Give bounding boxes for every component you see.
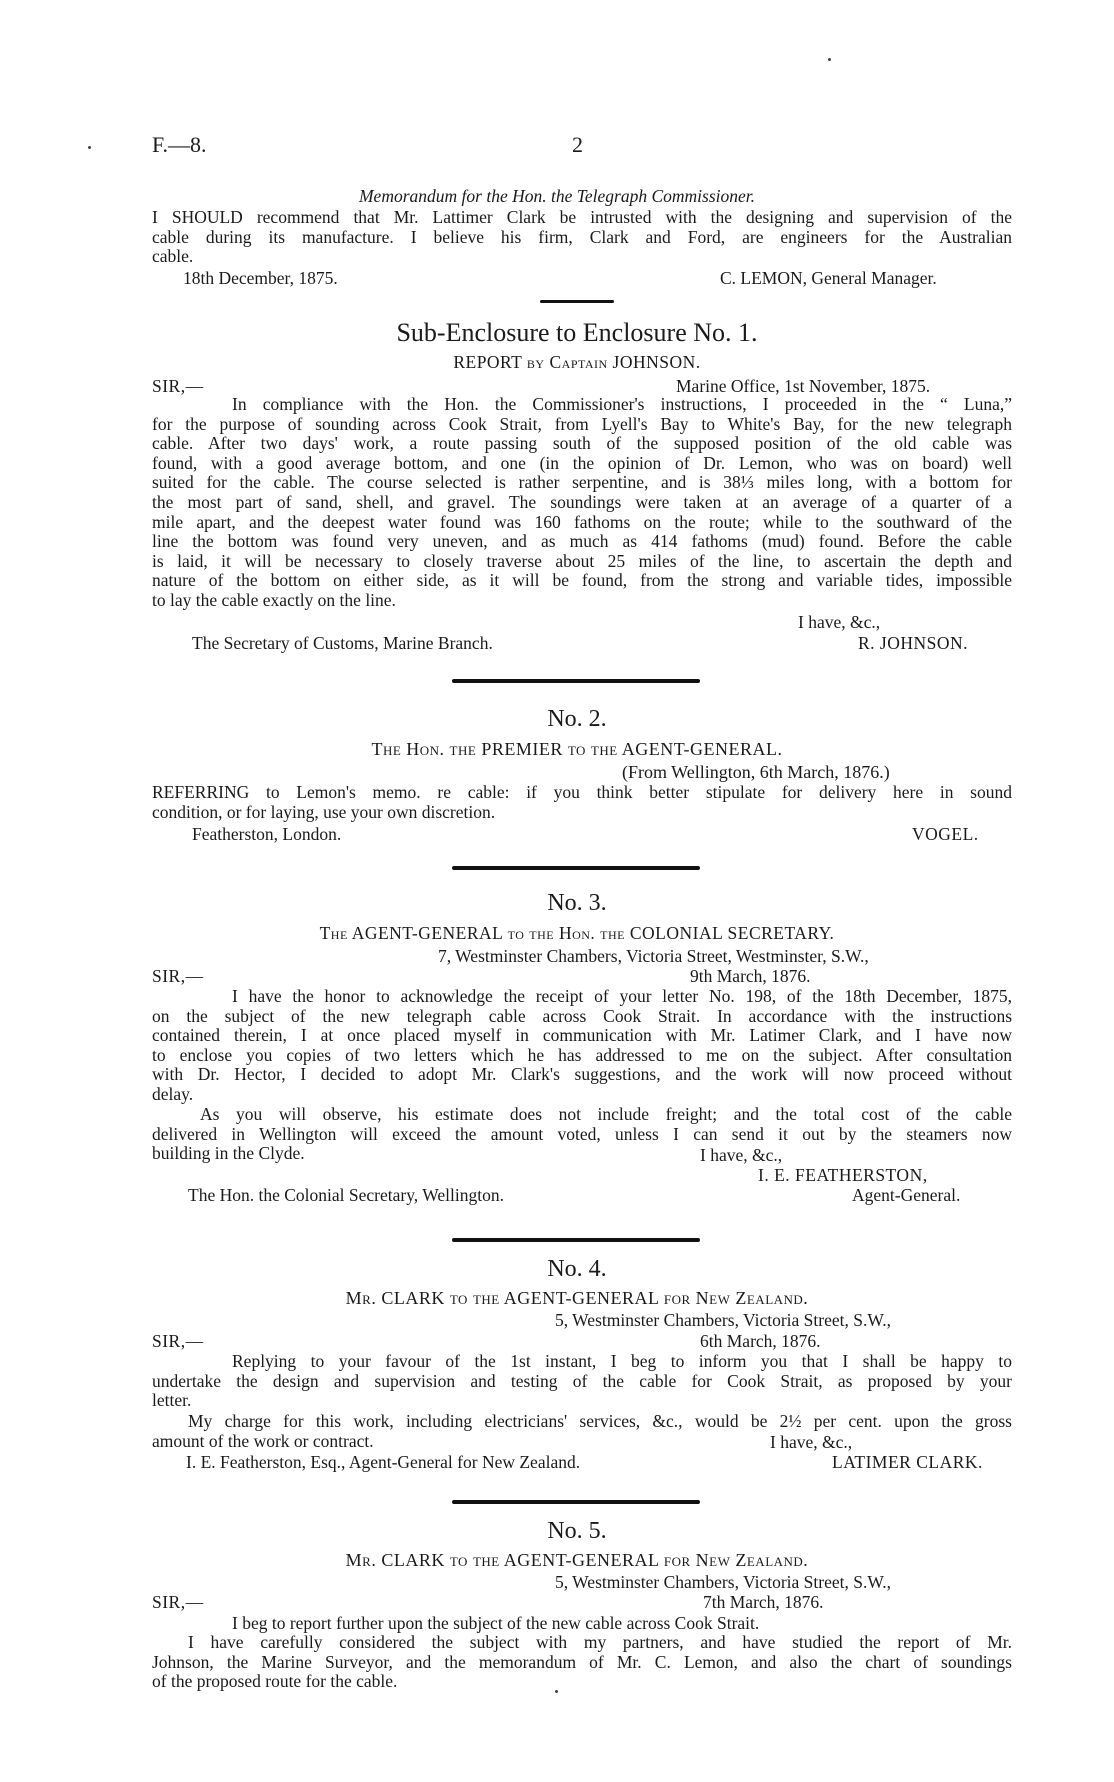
- sub-enclosure-subtitle: REPORT by Captain JOHNSON.: [453, 352, 701, 372]
- page-number: 2: [572, 132, 583, 157]
- body-line: suited for the cable. The course selected is rather serpentine, and is 38⅓ miles long, with a bottom for: [152, 472, 1012, 493]
- no5-date: 7th March, 1876.: [703, 1592, 824, 1612]
- no5-salutation: SIR,—: [152, 1592, 204, 1612]
- no5-heading: No. 5.: [547, 1518, 607, 1544]
- sub-enclosure-addressee: The Secretary of Customs, Marine Branch.: [192, 633, 493, 653]
- no3-body-p2: [152, 1105, 1012, 1164]
- speck: [88, 146, 91, 149]
- memo-signature: C. LEMON, General Manager.: [720, 268, 937, 288]
- no4-date: 6th March, 1876.: [700, 1331, 821, 1351]
- section-divider: [452, 1238, 700, 1242]
- body-line: REFERRING to Lemon's memo. re cable: if you think better stipulate for delivery here in sound: [152, 782, 1012, 802]
- body-line: building in the Clyde.: [152, 1143, 305, 1164]
- body-line: mile apart, and the deepest water found was 160 fathoms on the route; while to the southward of the: [152, 511, 1012, 532]
- no3-closing: I have, &c.,: [700, 1145, 783, 1165]
- body-line: I have carefully considered the subject with my partners, and have studied the report of Mr.: [188, 1632, 1012, 1652]
- no4-addressee: I. E. Featherston, Esq., Agent-General for New Zealand.: [186, 1452, 581, 1472]
- body-line: nature of the bottom on either side, as it will be found, from the strong and variable tides, impossible: [152, 570, 1012, 591]
- memo-title: Memorandum for the Hon. the Telegraph Commissioner.: [358, 186, 755, 206]
- no3-heading: No. 3.: [547, 890, 607, 916]
- memo-line: cable during its manufacture. I believe his firm, Clark and Ford, are engineers for the Australian: [152, 226, 1012, 247]
- no5-address: 5, Westminster Chambers, Victoria Street, S.W.,: [555, 1572, 891, 1592]
- no2-heading: No. 2.: [547, 706, 607, 732]
- body-line: is laid, it will be necessary to closely traverse about 25 miles of the line, to ascertain the depth and: [152, 550, 1012, 571]
- memo-date: 18th December, 1875.: [183, 268, 338, 288]
- no4-closing: I have, &c.,: [770, 1432, 853, 1452]
- no3-addressee: The Hon. the Colonial Secretary, Wellington.: [188, 1185, 504, 1205]
- body-line: delay.: [152, 1083, 194, 1104]
- no3-signature-title: Agent-General.: [852, 1185, 961, 1205]
- section-divider: [452, 1500, 700, 1504]
- body-line: the most part of sand, shell, and gravel. The soundings were taken at an average of a quarter of a: [152, 491, 1012, 512]
- section-divider: [452, 866, 700, 870]
- body-line: to enclose you copies of two letters which he has addressed to me on the subject. After consultation: [152, 1044, 1012, 1065]
- body-line: As you will observe, his estimate does not include freight; and the total cost of the cable: [200, 1104, 1012, 1124]
- section-divider: [452, 679, 700, 683]
- speck: [828, 58, 831, 61]
- no4-subtitle: Mr. CLARK to the AGENT-GENERAL for New Zealand.: [345, 1288, 809, 1308]
- no4-heading: No. 4.: [547, 1256, 607, 1282]
- body-line: In compliance with the Hon. the Commissioner's instructions, I proceeded in the “ Luna,”: [232, 394, 1012, 414]
- page-reference: F.—8.: [152, 132, 207, 157]
- section-divider: [540, 300, 614, 303]
- memo-body: [152, 208, 1012, 267]
- no2-addressee: Featherston, London.: [192, 824, 342, 844]
- body-line: Johnson, the Marine Surveyor, and the memorandum of Mr. C. Lemon, and also the chart of soundings: [152, 1651, 1012, 1672]
- sub-enclosure-heading: Sub-Enclosure to Enclosure No. 1.: [396, 318, 758, 347]
- no5-body-p2: [152, 1633, 1012, 1692]
- body-line: Replying to your favour of the 1st instant, I beg to inform you that I shall be happy to: [232, 1351, 1012, 1371]
- no3-date: 9th March, 1876.: [690, 966, 811, 986]
- no4-body-p1: [152, 1352, 1012, 1411]
- sub-enclosure-salutation: SIR,—: [152, 376, 204, 396]
- body-line: delivered in Wellington will exceed the amount voted, unless I can send it out by the steamers now: [152, 1123, 1012, 1144]
- no4-address: 5, Westminster Chambers, Victoria Street, S.W.,: [555, 1310, 891, 1330]
- body-line: to lay the cable exactly on the line.: [152, 589, 396, 610]
- body-line: with Dr. Hector, I decided to adopt Mr. Clark's suggestions, and the work will now proceed without: [152, 1064, 1012, 1085]
- memo-line: I SHOULD recommend that Mr. Lattimer Clark be intrusted with the designing and supervision of the: [152, 207, 1012, 227]
- no5-body-p1: I beg to report further upon the subject of the new cable across Cook Strait.: [232, 1613, 760, 1633]
- body-line: letter.: [152, 1390, 192, 1411]
- no3-address: 7, Westminster Chambers, Victoria Street, Westminster, S.W.,: [438, 946, 869, 966]
- body-line: of the proposed route for the cable.: [152, 1671, 398, 1692]
- body-line: condition, or for laying, use your own discretion.: [152, 801, 496, 822]
- body-line: on the subject of the new telegraph cable across Cook Strait. In accordance with the instructions: [152, 1005, 1012, 1026]
- sub-enclosure-closing: I have, &c.,: [798, 612, 881, 632]
- body-line: amount of the work or contract.: [152, 1430, 374, 1451]
- no5-subtitle: Mr. CLARK to the AGENT-GENERAL for New Zealand.: [345, 1550, 809, 1570]
- sub-enclosure-address: Marine Office, 1st November, 1875.: [676, 376, 931, 396]
- body-line: cable. After two days' work, a route passing south of the supposed position of the old cable was: [152, 433, 1012, 454]
- no3-salutation: SIR,—: [152, 966, 204, 986]
- body-line: undertake the design and supervision and testing of the cable for Cook Strait, as proposed by your: [152, 1370, 1012, 1391]
- body-line: contained therein, I at once placed myself in communication with Mr. Latimer Clark, and I have now: [152, 1025, 1012, 1046]
- no3-signature-name: I. E. FEATHERSTON,: [758, 1165, 928, 1185]
- no4-signature: LATIMER CLARK.: [832, 1452, 983, 1472]
- no4-body-p2: [152, 1412, 1012, 1451]
- no2-signature: VOGEL.: [912, 824, 979, 844]
- no3-subtitle: The AGENT-GENERAL to the Hon. the COLONIAL SECRETARY.: [319, 923, 835, 943]
- no2-from: (From Wellington, 6th March, 1876.): [622, 762, 890, 782]
- body-line: My charge for this work, including electricians' services, &c., would be 2½ per cent. upon the gross: [188, 1411, 1012, 1431]
- body-line: for the purpose of sounding across Cook Strait, from Lyell's Bay to White's Bay, for the new telegraph: [152, 413, 1012, 434]
- memo-line: cable.: [152, 246, 194, 267]
- no2-body: [152, 783, 1012, 822]
- no2-subtitle: The Hon. the PREMIER to the AGENT-GENERAL.: [371, 739, 783, 759]
- no3-body-p1: [152, 987, 1012, 1105]
- no4-salutation: SIR,—: [152, 1331, 204, 1351]
- body-line: found, with a good average bottom, and one (in the opinion of Dr. Lemon, who was on board) well: [152, 452, 1012, 473]
- body-line: line the bottom was found very uneven, and as much as 414 fathoms (mud) found. Before the cable: [152, 531, 1012, 552]
- sub-enclosure-body: [152, 395, 1012, 611]
- body-line: I have the honor to acknowledge the receipt of your letter No. 198, of the 18th December, 1875,: [232, 986, 1012, 1006]
- sub-enclosure-signature: R. JOHNSON.: [858, 633, 969, 653]
